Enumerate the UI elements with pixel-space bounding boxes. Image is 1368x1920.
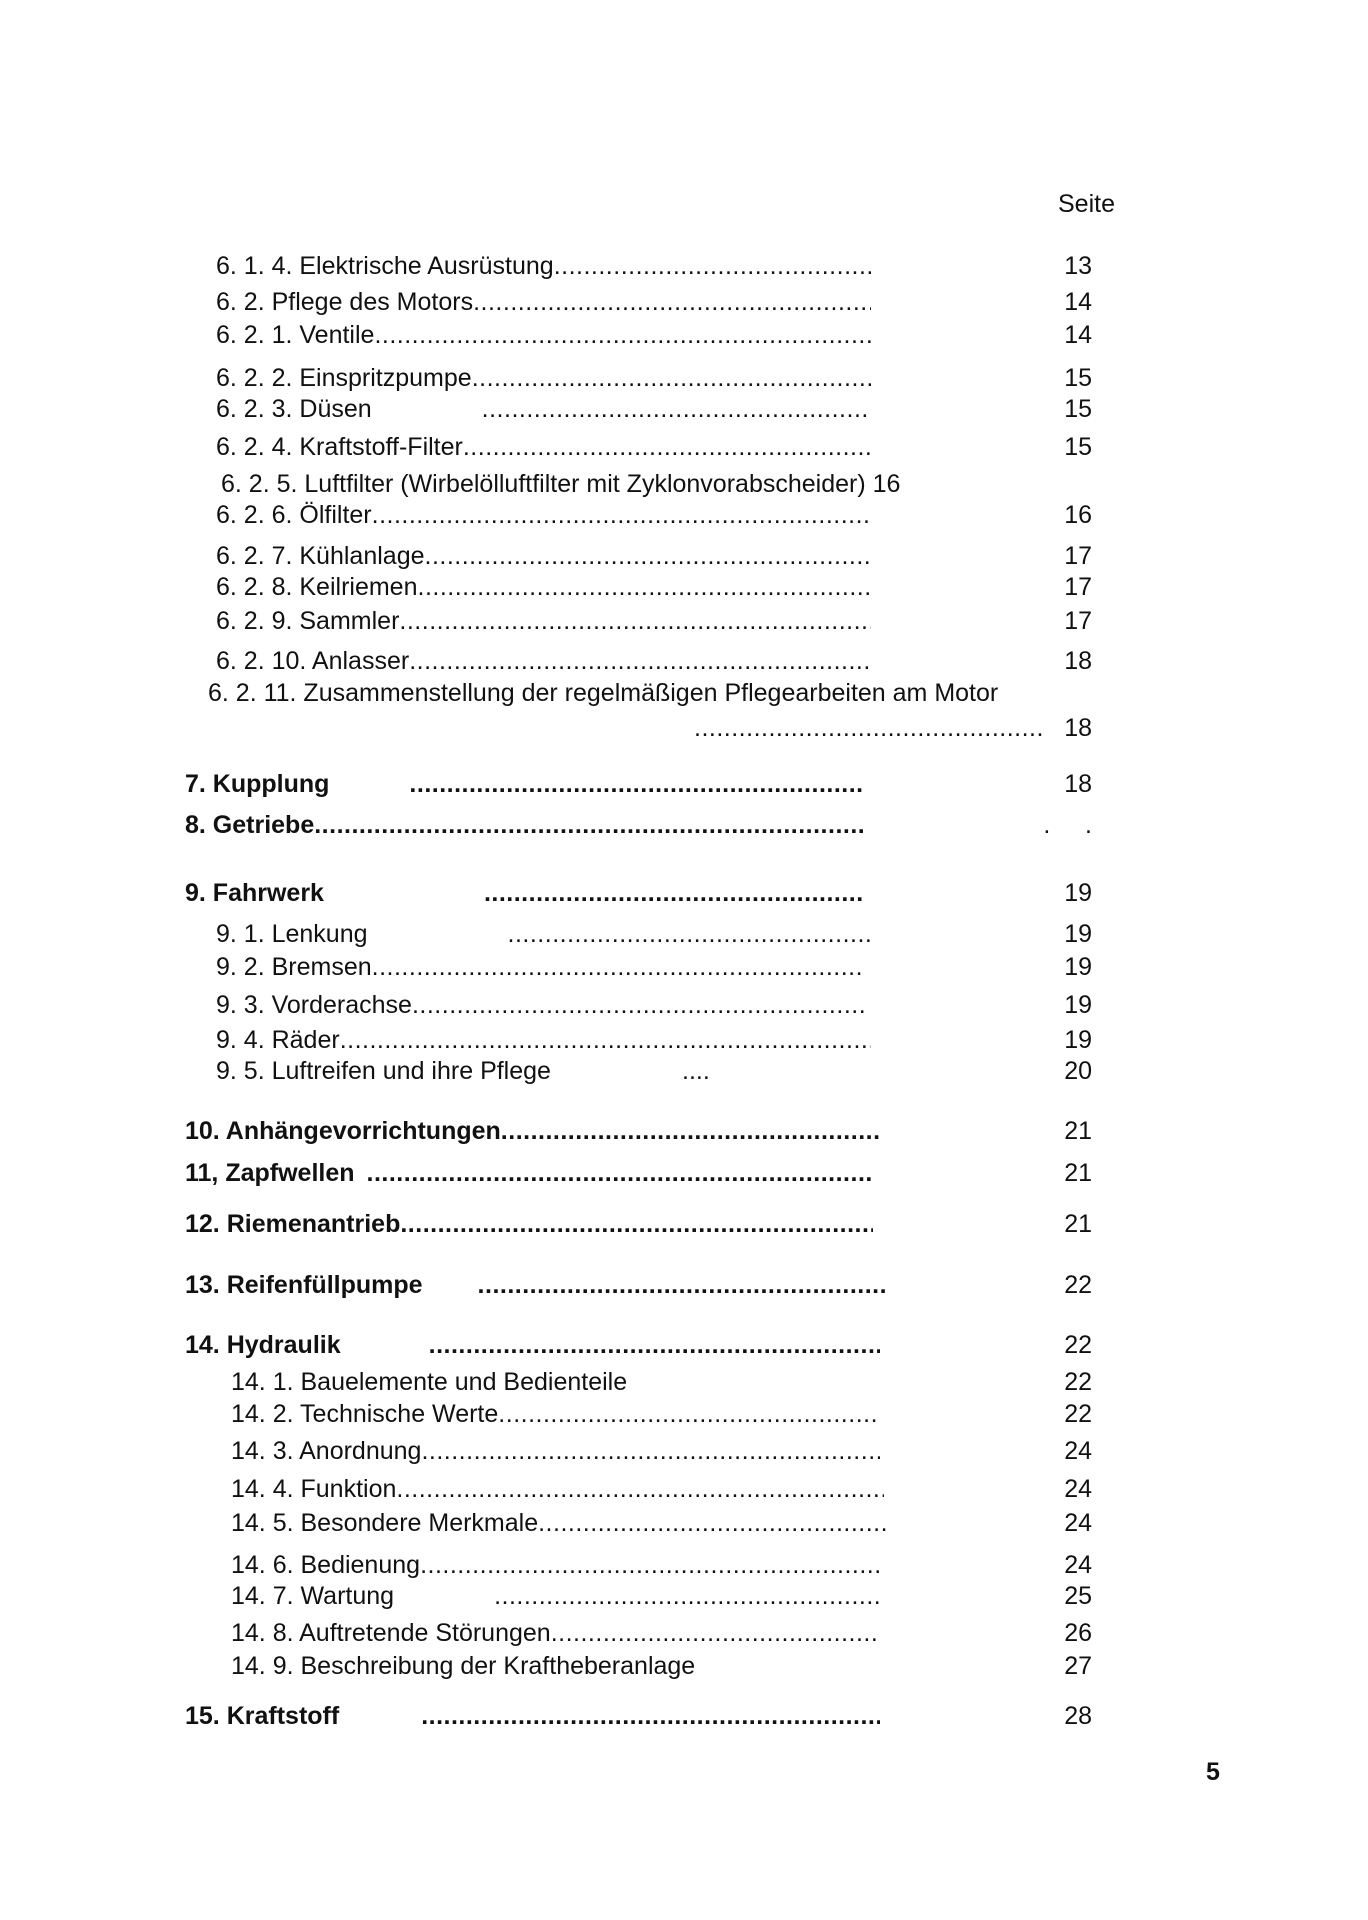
toc-entry: [216, 607, 871, 639]
toc-entry: [231, 1475, 884, 1507]
toc-entry-label: 9. Fahrwerk: [185, 879, 324, 907]
toc-entry: [185, 1702, 880, 1734]
toc-entry: [231, 1400, 880, 1432]
dot-leader: [463, 433, 871, 462]
toc-entry-label: 7. Kupplung: [185, 770, 330, 798]
toc-entry: [185, 1271, 888, 1303]
toc-entry: [231, 1619, 878, 1651]
toc-entry: [185, 1331, 880, 1363]
toc-entry: [185, 1117, 880, 1149]
toc-entry-label: 14. Hydraulik: [185, 1331, 341, 1359]
dot-leader: [412, 991, 865, 1020]
dot-leader: [421, 1702, 880, 1731]
page-column-header: Seite: [1058, 190, 1115, 218]
toc-entry-page: 26: [1064, 1619, 1092, 1647]
toc-entry-page: 19: [1064, 879, 1092, 907]
toc-entry-label: 11, Zapfwellen: [185, 1159, 355, 1187]
toc-entry-page: 24: [1064, 1437, 1092, 1465]
toc-entry-page: 15: [1064, 395, 1092, 423]
toc-entry: [216, 1057, 551, 1089]
toc-entry-page: 17: [1064, 542, 1092, 570]
dot-leader: [538, 1509, 886, 1538]
dot-leader: [498, 1400, 880, 1429]
toc-entry: [216, 395, 871, 427]
toc-entry: [216, 1026, 871, 1058]
toc-entry: [216, 501, 871, 533]
dot-leader: [501, 1117, 880, 1146]
toc-entry-label: 6. 2. Pflege des Motors: [216, 288, 474, 316]
toc-entry-label: 6. 2. 10. Anlasser: [216, 647, 410, 675]
dot-leader: [418, 573, 872, 602]
toc-entry-page: 19: [1064, 1026, 1092, 1054]
dot-leader: [421, 1437, 880, 1466]
toc-entry: [216, 433, 871, 465]
toc-entry-page: 21: [1064, 1159, 1092, 1187]
toc-entry: [208, 679, 998, 711]
dot-leader: [400, 1210, 873, 1239]
toc-entry-label: 6. 2. 5. Luftfilter (Wirbelölluftfilter mit Zyklonvorabscheider) 16: [221, 470, 901, 498]
dot-leader: ....: [682, 1057, 710, 1085]
dot-leader: [494, 1582, 880, 1611]
toc-entry: [216, 573, 871, 605]
toc-entry: [216, 920, 871, 952]
toc-entry: [185, 1210, 873, 1242]
toc-entry-page: 25: [1064, 1582, 1092, 1610]
toc-entry-page: 27: [1064, 1652, 1092, 1680]
dot-leader: [694, 714, 1046, 743]
toc-entry: [185, 879, 865, 911]
toc-entry-label: 14. 4. Funktion: [231, 1475, 397, 1503]
toc-entry-page: . .: [1043, 811, 1092, 839]
toc-entry-label: 14. 6. Bedienung: [231, 1551, 421, 1579]
dot-leader: [409, 770, 865, 799]
dot-leader: [374, 321, 871, 350]
toc-entry-label: 9. 5. Luftreifen und ihre Pflege: [216, 1057, 551, 1085]
toc-entry: [231, 1509, 886, 1541]
dot-leader: [478, 1271, 888, 1300]
toc-entry: [216, 542, 871, 574]
toc-entry-label: 6. 2. 4. Kraftstoff-Filter: [216, 433, 463, 461]
dot-leader: [484, 879, 865, 908]
toc-entry-label: 14. 7. Wartung: [231, 1582, 395, 1610]
toc-entry-page: 22: [1064, 1368, 1092, 1396]
toc-entry-page: 24: [1064, 1551, 1092, 1579]
toc-entry-label: 6. 2. 7. Kühlanlage: [216, 542, 425, 570]
toc-entry-label: 6. 2. 11. Zusammenstellung der regelmäßigen Pflegearbeiten am Motor: [208, 679, 999, 707]
toc-entry-label: 6. 2. 9. Sammler: [216, 607, 400, 635]
toc-entry-label: 6. 2. 3. Düsen: [216, 395, 372, 423]
dot-leader: [409, 647, 871, 676]
dot-leader: [554, 252, 871, 281]
toc-entry-page: 22: [1064, 1400, 1092, 1428]
toc-entry: [231, 1652, 695, 1684]
toc-entry-page: 18: [1064, 647, 1092, 675]
toc-entry: [231, 1582, 880, 1614]
toc-entry-page: 16: [1064, 501, 1092, 529]
toc-entry-label: 14. 5. Besondere Merkmale: [231, 1509, 539, 1537]
toc-entry-label: 9. 3. Vorderachse: [216, 991, 412, 1019]
toc-entry-label: 15. Kraftstoff: [185, 1702, 340, 1730]
toc-entry-page: 17: [1064, 607, 1092, 635]
toc-entry: [221, 470, 900, 502]
dot-leader: [314, 811, 865, 840]
dot-leader: [372, 501, 871, 530]
toc-entry-label: 6. 2. 1. Ventile: [216, 321, 375, 349]
toc-entry-label: 14. 9. Beschreibung der Kraftheberanlage: [231, 1652, 696, 1680]
toc-entry: [231, 1551, 880, 1583]
dot-leader: [429, 1331, 880, 1360]
dot-leader: [399, 607, 871, 636]
toc-entry-label: 6. 1. 4. Elektrische Ausrüstung: [216, 252, 554, 280]
toc-entry: [185, 1159, 873, 1191]
toc-entry-page: 21: [1064, 1117, 1092, 1145]
toc-entry-label: 9. 2. Bremsen: [216, 953, 372, 981]
toc-entry-page: 24: [1064, 1509, 1092, 1537]
toc-entry-label: 12. Riemenantrieb: [185, 1210, 401, 1238]
toc-entry-page: 19: [1064, 920, 1092, 948]
dot-leader: [472, 364, 871, 393]
toc-entry: [231, 1368, 627, 1400]
toc-entry-page: 19: [1064, 991, 1092, 1019]
toc-entry: [216, 321, 871, 353]
dot-leader: [508, 920, 871, 949]
toc-entry-label: 9. 4. Räder: [216, 1026, 340, 1054]
toc-entry-page: 20: [1064, 1057, 1092, 1085]
toc-entry-page: 15: [1064, 364, 1092, 392]
toc-entry-page: 13: [1064, 252, 1092, 280]
toc-entry: [216, 364, 871, 396]
toc-entry-label: 9. 1. Lenkung: [216, 920, 368, 948]
toc-entry-page: 21: [1064, 1210, 1092, 1238]
toc-entry-page: 14: [1064, 321, 1092, 349]
toc-entry: [216, 252, 871, 284]
dot-leader-continuation: [694, 714, 1046, 746]
dot-leader: [396, 1475, 884, 1504]
toc-entry-label: 6. 2. 2. Einspritzpumpe: [216, 364, 472, 392]
toc-entry: [231, 1437, 880, 1469]
toc-entry-label: 6. 2. 8. Keilriemen: [216, 573, 418, 601]
toc-entry: [185, 811, 865, 843]
dot-leader: [420, 1551, 880, 1580]
toc-entry-page: 18: [1064, 714, 1092, 742]
toc-entry-page: 14: [1064, 288, 1092, 316]
toc-entry-page: 18: [1064, 770, 1092, 798]
dot-leader: [425, 542, 872, 571]
dot-leader: [473, 288, 871, 317]
dot-leader: [340, 1026, 871, 1055]
toc-entry-page: 17: [1064, 573, 1092, 601]
toc-entry-page: 15: [1064, 433, 1092, 461]
toc-entry: [216, 953, 865, 985]
toc-entry-label: 6. 2. 6. Ölfilter: [216, 501, 372, 529]
toc-entry-page: 22: [1064, 1271, 1092, 1299]
toc-entry-page: 22: [1064, 1331, 1092, 1359]
dot-leader: [372, 953, 865, 982]
toc-entry-page: 28: [1064, 1702, 1092, 1730]
toc-entry: [185, 770, 865, 802]
toc-entry-page: 24: [1064, 1475, 1092, 1503]
toc-entry-label: 14. 1. Bauelemente und Bedienteile: [231, 1368, 628, 1396]
toc-entry: [216, 991, 865, 1023]
toc-entry-label: 13. Reifenfüllpumpe: [185, 1271, 423, 1299]
toc-entry-label: 14. 2. Technische Werte: [231, 1400, 499, 1428]
toc-entry-label: 10. Anhängevorrichtungen: [185, 1117, 501, 1145]
dot-leader: [482, 395, 871, 424]
toc-entry-label: 14. 3. Anordnung: [231, 1437, 422, 1465]
page-number: 5: [1206, 1758, 1220, 1786]
toc-entry-page: 19: [1064, 953, 1092, 981]
dot-leader: [367, 1159, 873, 1188]
toc-entry-label: 8. Getriebe: [185, 811, 315, 839]
toc-entry: [216, 288, 871, 320]
toc-entry-label: 14. 8. Auftretende Störungen: [231, 1619, 551, 1647]
dot-leader: [551, 1619, 878, 1648]
toc-entry: [216, 647, 871, 679]
